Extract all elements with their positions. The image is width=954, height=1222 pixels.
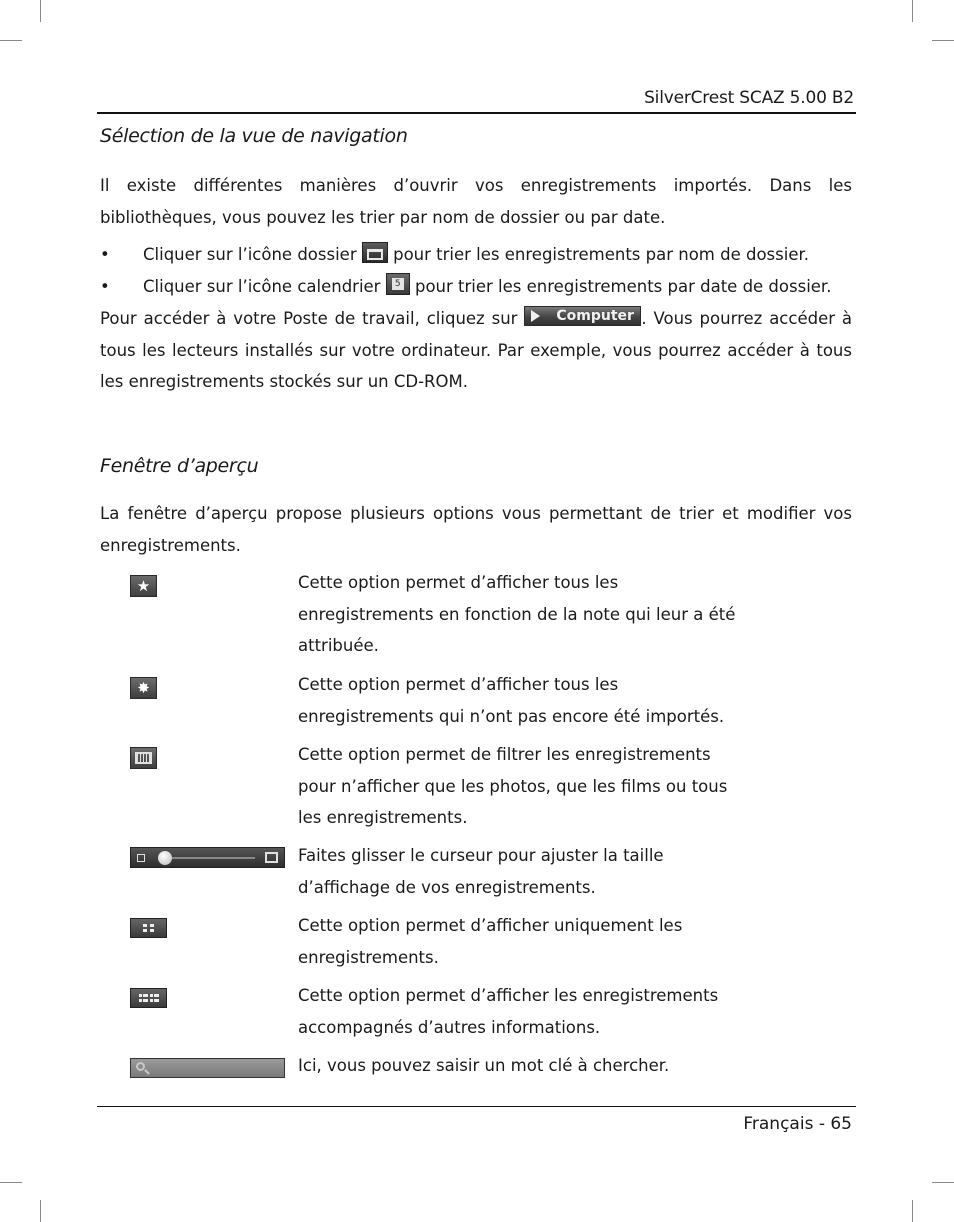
header-rule [97, 112, 856, 114]
crop-mark [932, 40, 954, 41]
bullet-folder-text-before: Cliquer sur l’icône dossier [143, 245, 357, 264]
crop-mark [0, 40, 22, 41]
page-header-product: SilverCrest SCAZ 5.00 B2 [644, 88, 854, 108]
bullet-dot: • [100, 277, 110, 296]
folder-icon [362, 242, 388, 263]
list-grid-icon [139, 994, 159, 1002]
computer-text-before: Pour accéder à votre Poste de travail, cliquez sur [100, 309, 518, 328]
option-thumbnail-description: Cette option permet d’afficher uniquement les enregistrements. [298, 916, 683, 967]
section-title-navigation-view: Sélection de la vue de navigation [100, 125, 408, 147]
computer-paragraph [100, 303, 852, 398]
crop-mark [932, 1182, 954, 1183]
option-rating-description: Cette option permet d’afficher tous les enregistrements en fonction de la note qui leur a été attribuée. [298, 573, 736, 655]
bullet-calendar-text-before: Cliquer sur l’icône calendrier [143, 277, 381, 296]
crop-mark [40, 1200, 41, 1222]
calendar-icon [386, 273, 410, 295]
bullet-dot: • [100, 245, 110, 264]
section-title-preview-window: Fenêtre d’aperçu [100, 455, 259, 477]
bullet-folder-text-after: pour trier les enregistrements par nom de dossier. [393, 245, 809, 264]
crop-mark [40, 0, 41, 22]
crop-mark [0, 1182, 22, 1183]
grid-icon [143, 924, 154, 932]
small-size-icon [137, 854, 145, 862]
option-search-description: Ici, vous pouvez saisir un mot clé à chercher. [298, 1056, 670, 1075]
navigation-intro-paragraph: Il existe différentes manières d’ouvrir vos enregistrements importés. Dans les bibliothèques, vous pouvez les trier par nom de dossier ou par date. [100, 176, 852, 227]
slider-track [163, 857, 255, 859]
thumbnail-view-icon [130, 918, 167, 938]
computer-text-after: . Vous pourrez accéder à tous les lecteurs installés sur votre ordinateur. Par exemple, vous pourrez accéder à tous les enregistrements stockés sur un CD-ROM. [100, 309, 853, 391]
burst-icon: ✸ [130, 677, 157, 699]
page-footer-number: Français - 65 [743, 1114, 852, 1134]
crop-mark [912, 0, 913, 22]
bullet-calendar-text-after: pour trier les enregistrements par date de dossier. [414, 277, 832, 296]
details-view-icon [130, 988, 167, 1008]
option-details-description: Cette option permet d’afficher les enregistrements accompagnés d’autres informations. [298, 986, 719, 1037]
play-icon [531, 310, 540, 322]
crop-mark [912, 1200, 913, 1222]
option-filter-description: Cette option permet de filtrer les enregistrements pour n’afficher que les photos, que les films ou tous les enregistrements. [298, 745, 728, 827]
slider-knob [158, 851, 172, 865]
option-not-imported-description: Cette option permet d’afficher tous les enregistrements qui n’ont pas encore été importés. [298, 675, 725, 726]
large-size-icon [265, 852, 278, 863]
search-field [130, 1058, 285, 1078]
search-icon [136, 1062, 145, 1071]
footer-rule [97, 1106, 856, 1107]
computer-button-image [524, 306, 641, 326]
filmstrip-icon [130, 747, 157, 769]
size-slider [130, 847, 285, 868]
computer-button-label: Computer [556, 308, 634, 324]
preview-intro-paragraph: La fenêtre d’aperçu propose plusieurs options vous permettant de trier et modifier vos enregistrements. [100, 504, 852, 555]
star-icon: ★ [130, 575, 157, 597]
option-slider-description: Faites glisser le curseur pour ajuster la taille d’affichage de vos enregistrements. [298, 846, 664, 897]
